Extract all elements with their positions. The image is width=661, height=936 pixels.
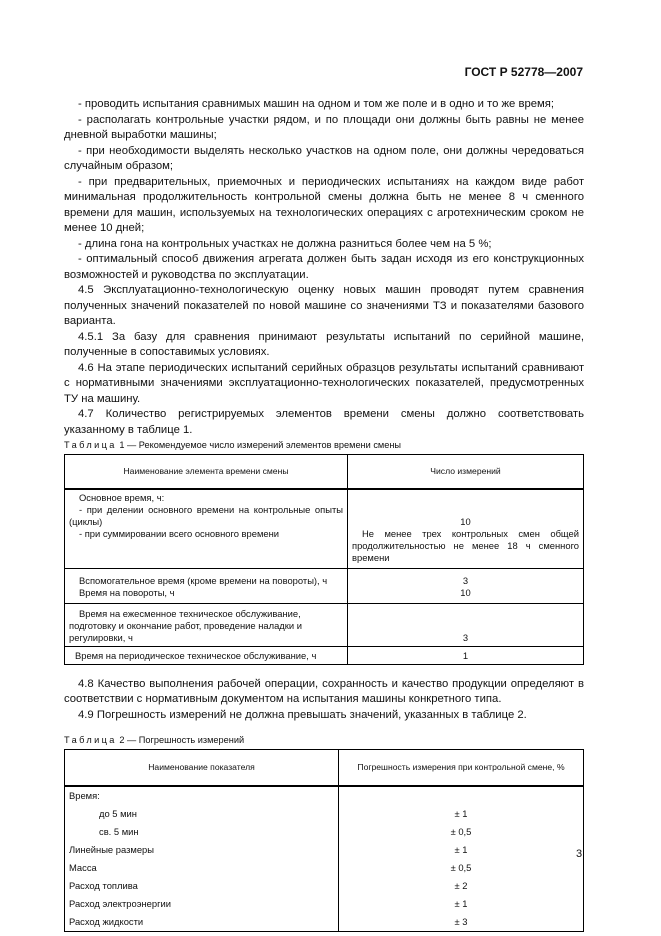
cell-text: ± 0,5	[339, 823, 584, 841]
cell-text: 1	[348, 646, 584, 664]
table2-caption	[64, 733, 584, 749]
cell-text: Масса	[65, 859, 339, 877]
document-header-id: ГОСТ Р 52778—2007	[464, 65, 583, 79]
cell-text: ± 0,5	[339, 859, 584, 877]
paragraph: 4.5.1 За базу для сравнения принимают результаты испытаний по серийной машине, полученные в сопоставимых условиях.	[64, 330, 584, 358]
paragraph: - оптимальный способ движения агрегата должен быть задан исходя из его конструкционных возможностей и руководства по эксплуатации.	[64, 253, 584, 281]
table-row	[65, 603, 584, 646]
cell-text: ± 3	[339, 913, 584, 932]
cell-text: Время:	[65, 786, 339, 805]
table-row	[65, 877, 584, 895]
paragraph: 4.5 Эксплуатационно-технологическую оценку новых машин проводят путем сравнения полученных значений показателей по новой машине со значениями ТЗ и показателями базового варианта.	[64, 284, 584, 327]
cell-text: 10	[460, 586, 471, 598]
table2	[64, 749, 584, 932]
cell-text: 10	[460, 515, 471, 527]
table-row	[65, 646, 584, 664]
caption-text: 2 — Погрешность измерений	[119, 735, 245, 745]
table-row	[65, 823, 584, 841]
paragraph: - располагать контрольные участки рядом, и по площади они должны быть равны не менее дневной выработки машины;	[64, 113, 584, 141]
paragraph: - при необходимости выделять несколько участков на одном поле, они должны чередоваться случайным образом;	[64, 144, 584, 172]
table-row	[65, 568, 584, 603]
cell-text: Не менее трех контрольных смен общей продолжительностью не менее 18 ч сменного времени	[352, 527, 579, 563]
table1-caption	[64, 438, 584, 454]
cell-text: Линейные размеры	[65, 841, 339, 859]
cell-text: св. 5 мин	[65, 823, 339, 841]
cell-text: Расход электроэнергии	[65, 895, 339, 913]
page-number: 3	[576, 848, 583, 860]
cell-text: Время на ежесменное техническое обслуживание, подготовку и окончание работ, проведение наладки и регулировки, ч	[65, 603, 348, 646]
table-row	[65, 841, 584, 859]
table2-header: Погрешность измерения при контрольной смене, %	[339, 749, 584, 786]
table-row	[65, 489, 584, 569]
caption-word: Таблица	[64, 735, 117, 745]
paragraph: - проводить испытания сравнимых машин на одном и том же поле и в одно и то же время;	[78, 98, 555, 110]
table-row	[65, 786, 584, 805]
cell-text: ± 1	[339, 805, 584, 823]
paragraph: 4.6 На этапе периодических испытаний серийных образцов результаты испытаний сравнивают с нормативными значениями эксплуатационно-технологических показателей, предусмотренных ТУ на машину.	[64, 361, 584, 405]
paragraph: 4.8 Качество выполнения рабочей операции, сохранность и качество продукции определяют в соответствии с нормативным документом на испытания машины конкретного типа.	[64, 677, 584, 705]
cell-text: до 5 мин	[65, 805, 339, 823]
caption-text: 1 — Рекомендуемое число измерений элементов времени смены	[119, 440, 402, 450]
paragraph: 4.9 Погрешность измерений не должна превышать значений, указанных в таблице 2.	[78, 708, 527, 721]
cell-text: Время на периодическое техническое обслуживание, ч	[65, 646, 348, 664]
caption-word: Таблица	[64, 440, 117, 450]
table-row	[65, 859, 584, 877]
cell-text	[339, 786, 584, 805]
cell-text: ± 1	[339, 895, 584, 913]
cell-text: Вспомогательное время (кроме времени на повороты), ч	[79, 574, 328, 586]
paragraph: - при предварительных, приемочных и периодических испытаниях на каждом виде работ минимальная продолжительность контрольной смены должна быть не менее 8 ч сменного времени для машин, используемых на технологических операциях с агротехническим сроком не менее 10 дней;	[64, 175, 584, 234]
cell-text: Время на повороты, ч	[79, 586, 175, 598]
cell-text: 3	[462, 574, 469, 586]
table1	[64, 454, 584, 665]
table1-header: Число измерений	[348, 454, 584, 489]
document-body	[64, 97, 584, 932]
cell-text: - при делении основного времени на контрольные опыты (циклы)	[69, 503, 343, 527]
cell-text: 3	[348, 603, 584, 646]
cell-text: Расход жидкости	[65, 913, 339, 932]
paragraph: - длина гона на контрольных участках не должна разниться более чем на 5 %;	[78, 237, 492, 250]
table1-header: Наименование элемента времени смены	[65, 454, 348, 489]
table-row	[65, 895, 584, 913]
table-row	[65, 913, 584, 932]
table2-header: Наименование показателя	[65, 749, 339, 786]
cell-text: ± 2	[339, 877, 584, 895]
paragraph: 4.7 Количество регистрируемых элементов времени смены должно соответствовать указанному в таблице 1.	[64, 408, 584, 436]
cell-text: - при суммировании всего основного времени	[79, 527, 280, 539]
cell-text: Основное время, ч:	[79, 491, 165, 503]
table-row	[65, 805, 584, 823]
cell-text: Расход топлива	[65, 877, 339, 895]
cell-text: ± 1	[339, 841, 584, 859]
